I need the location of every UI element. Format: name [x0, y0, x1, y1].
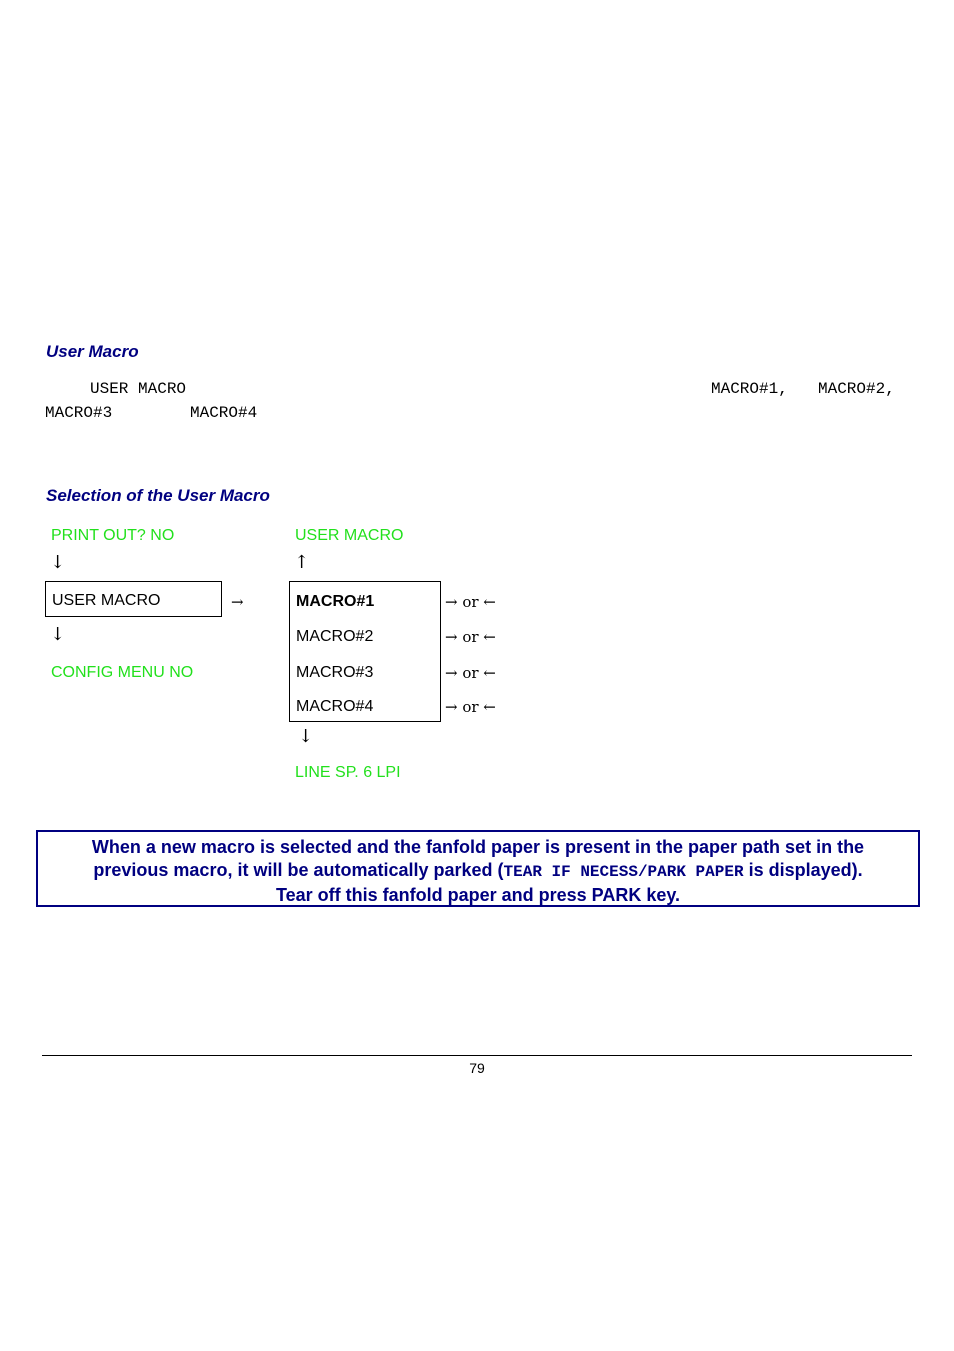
macro-option-3: MACRO#3 — [296, 664, 374, 681]
arrow-down-icon: ↓ — [50, 552, 66, 573]
choice-arrows-3: → or ← — [445, 664, 496, 682]
macro-option-2: MACRO#2 — [296, 628, 374, 645]
note-box — [36, 830, 920, 907]
arrow-right-icon: → — [231, 593, 244, 611]
note-line-3: Tear off this fanfold paper and press PARK key. — [275, 885, 681, 905]
note-line-2-post: is displayed). — [743, 860, 863, 880]
body-text-macro4: MACRO#4 — [190, 404, 258, 422]
note-line-1: When a new macro is selected and the fanfold paper is present in the paper path set in the — [91, 837, 865, 857]
menu-next-config: CONFIG MENU NO — [51, 664, 194, 681]
choice-arrows-2: → or ← — [445, 628, 496, 646]
menu-current-label: USER MACRO — [52, 592, 161, 609]
macro-option-1: MACRO#1 — [296, 593, 375, 610]
note-line-2-pre: previous macro, it will be automatically parked ( — [93, 860, 504, 880]
footer-rule — [42, 1055, 912, 1056]
arrow-up-icon: ↑ — [294, 552, 310, 573]
submenu-next-line-sp: LINE SP. 6 LPI — [295, 764, 401, 781]
note-line-2 — [38, 859, 918, 884]
arrow-down-icon: ↓ — [298, 726, 314, 747]
body-text-macro1: MACRO#1, — [711, 380, 788, 398]
section-heading-user-macro: User Macro — [46, 342, 139, 361]
body-text-user-macro: USER MACRO — [90, 380, 187, 398]
section-heading-selection: Selection of the User Macro — [46, 486, 270, 505]
menu-current-box — [45, 581, 222, 617]
macro-option-4: MACRO#4 — [296, 698, 374, 715]
choice-arrows-4: → or ← — [445, 698, 496, 716]
submenu-title: USER MACRO — [295, 527, 404, 544]
body-text-macro2: MACRO#2, — [818, 380, 895, 398]
body-text-macro3: MACRO#3 — [45, 404, 113, 422]
note-line-2-code: TEAR IF NECESS/PARK PAPER — [503, 863, 744, 881]
arrow-down-icon: ↓ — [50, 624, 66, 645]
choice-arrows-1: → or ← — [445, 593, 496, 611]
page-number: 79 — [469, 1060, 485, 1076]
menu-prev-print-out: PRINT OUT? NO — [51, 527, 175, 544]
macro-options-box — [289, 581, 441, 722]
